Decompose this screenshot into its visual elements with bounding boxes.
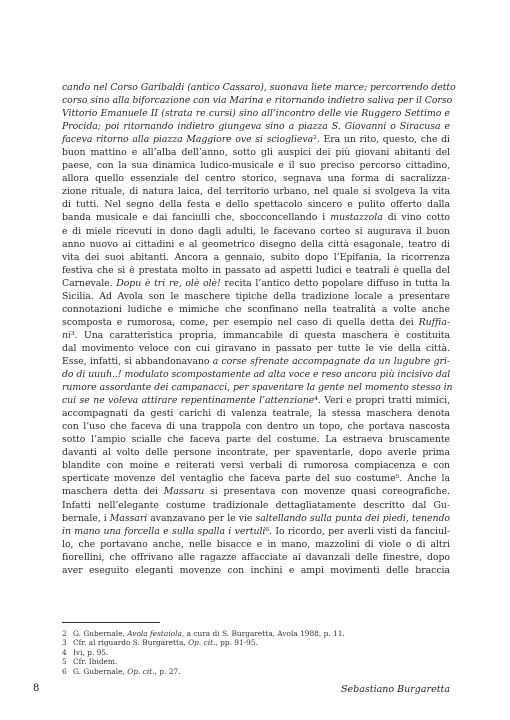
text-line bbox=[62, 185, 450, 198]
text-run: bernale, i bbox=[62, 512, 110, 524]
text-line bbox=[62, 225, 450, 238]
text-run: accompagnati da gesti carichi di valenza teatrale, la stessa maschera denota bbox=[62, 408, 450, 420]
text-run: Ivi, p. 95. bbox=[73, 647, 109, 657]
italic-text: Procida; poi ritornando indietro giungeva sino a piazza S. Giovanni o Siracusa e bbox=[62, 121, 450, 133]
text-run: paese, con la sua dinamica ludico-musicale e il suo preciso percorso cittadino, bbox=[62, 160, 450, 172]
text-line bbox=[62, 525, 450, 538]
italic-text: cui se ne voleva attirare repentinamente l’attenzione bbox=[62, 395, 315, 407]
text-run: lo, che portavano anche, nelle bisacce e in mano, mazzolini di viole o di altri bbox=[62, 538, 450, 550]
text-line bbox=[62, 472, 450, 485]
text-run: ³. Una caratteristica propria, immancabile di questa maschera è costituita bbox=[70, 329, 450, 341]
text-line bbox=[62, 512, 450, 525]
text-line bbox=[62, 316, 450, 329]
footnote bbox=[62, 648, 450, 657]
text-line bbox=[62, 133, 450, 146]
text-line bbox=[62, 485, 450, 498]
text-line bbox=[62, 368, 450, 381]
italic-text: in mano una forcella e sulla spalla i vertuli bbox=[62, 525, 266, 537]
text-run: connotazioni ludiche e mimiche che sconfinano nella teatralità a volte anche bbox=[62, 303, 450, 315]
footnote-number: 5 bbox=[62, 657, 67, 667]
text-line bbox=[62, 342, 450, 355]
body-text bbox=[62, 81, 456, 577]
italic-text: Massaru bbox=[163, 486, 205, 498]
text-line bbox=[62, 551, 450, 564]
text-line bbox=[62, 211, 450, 224]
text-line bbox=[62, 420, 450, 433]
text-run: e di miele ricevuti in dono dagli adulti, le facevano corteo si augurava il buon bbox=[62, 225, 450, 237]
text-run: dal movimento veloce con cui giravano in passato per tutte le vie della città. bbox=[62, 342, 450, 354]
text-line bbox=[62, 238, 450, 251]
text-line bbox=[62, 564, 450, 577]
italic-text: do di uuuh..! modulato scompostamente ad alta voce e reso ancora più incisivo dal bbox=[62, 369, 451, 381]
text-line bbox=[62, 120, 450, 133]
italic-text: Ruffia- bbox=[418, 316, 450, 328]
italic-text: Vittorio Emanuele II (strata re cursi) sino all’incontro delle vie Ruggero Settimo e bbox=[62, 108, 450, 120]
footnote bbox=[62, 667, 450, 676]
text-run: G. Gubernale, bbox=[73, 629, 128, 638]
text-line bbox=[62, 290, 450, 303]
text-run: fiorellini, che offrivano alle ragazze affacciate ai davanzali delle finestre, dopo bbox=[62, 551, 450, 563]
italic-text: a corse sfrenate accompagnate da un lugubre gri- bbox=[212, 355, 450, 367]
text-run: Infatti nell’elegante costume tradizionale dettagliatamente descritto dal Gu- bbox=[62, 499, 450, 511]
text-run: scomposta e rumorosa, come, per esempio nel caso di quella detta dei bbox=[62, 316, 419, 328]
text-run: ⁵. Anche la bbox=[395, 473, 450, 485]
italic-text: rumore assordante dei campanacci, per spaventare la gente nel momento stesso in bbox=[62, 382, 453, 394]
italic-text: Dopu è tri re, olè olè! bbox=[116, 277, 221, 289]
italic-text: Massari bbox=[109, 512, 148, 524]
text-line bbox=[62, 459, 450, 472]
running-footer-author: Sebastiano Burgaretta bbox=[341, 684, 450, 695]
text-run: davanti al volto delle persone incontrate, per spaventarle, dopo averle prima bbox=[62, 447, 450, 459]
text-line bbox=[62, 159, 450, 172]
italic-text: ni bbox=[62, 329, 71, 341]
text-line bbox=[62, 277, 450, 290]
text-run: Cfr. Ibidem. bbox=[73, 657, 118, 667]
text-line bbox=[62, 81, 456, 94]
text-run: Esse, infatti, si abbandonavano bbox=[62, 355, 213, 367]
text-line bbox=[62, 329, 450, 342]
text-run: di tutti. Nel segno della festa e dello spettacolo sincero e pulito offerto dalla bbox=[62, 199, 450, 211]
text-run: vita dei suoi abitanti. Ancora a gennaio, subito dopo l’Epifania, la ricorrenza bbox=[62, 251, 450, 263]
text-line bbox=[62, 107, 450, 120]
text-run: blandite con moine e reiterati versi verbali di rumorosa compiacenza e con bbox=[62, 460, 450, 472]
footnote-number: 2 bbox=[62, 629, 67, 638]
text-run: buon mattino e all’alba dell’anno, sotto gli auspici dei più giovani abitanti del bbox=[62, 147, 450, 159]
text-line bbox=[62, 172, 450, 185]
text-line bbox=[62, 251, 450, 264]
text-run: con l’uso che faceva di una trappola con dentro un topo, che portava nascosta bbox=[62, 421, 450, 433]
text-line bbox=[62, 433, 450, 446]
text-run: Cfr. al riguardo S. Burgaretta, bbox=[73, 638, 189, 648]
text-line bbox=[62, 355, 450, 368]
italic-text: Op. cit. bbox=[188, 638, 216, 648]
text-run: ² bbox=[313, 134, 317, 146]
text-run: allora quello essenziale del centro storico, segnava una forma di sacralizza- bbox=[62, 173, 450, 185]
italic-text: Avola festaiola bbox=[127, 629, 182, 638]
text-run: festiva che si è prestata molto in passato ad aspetti ludici e teatrali è quella del bbox=[62, 264, 450, 276]
text-line bbox=[62, 538, 450, 551]
text-run: avanzavano per le vie bbox=[147, 512, 256, 524]
text-run: anno nuovo ai cittadini e al geometrico disegno della città esagonale, teatro di bbox=[62, 238, 450, 250]
footnote-separator bbox=[62, 622, 160, 623]
footnote-number: 6 bbox=[62, 666, 67, 676]
page-number: 8 bbox=[33, 683, 40, 694]
italic-text: faceva ritorno alla piazza Maggiore ove si scioglieva bbox=[62, 134, 314, 146]
text-line bbox=[62, 303, 450, 316]
footnote-number: 4 bbox=[62, 647, 67, 657]
text-line bbox=[62, 146, 450, 159]
text-run: , p. 27. bbox=[154, 666, 181, 676]
text-line bbox=[62, 407, 450, 420]
footnote-number: 3 bbox=[62, 638, 67, 648]
text-run: recita l’antico detto popolare diffuso in tutta la bbox=[220, 277, 450, 289]
text-line bbox=[62, 264, 450, 277]
text-run: Carnevale. bbox=[62, 277, 117, 289]
italic-text: corso sino alla biforcazione con via Marina e ritornando indietro saliva per il Corso bbox=[62, 95, 453, 107]
text-line bbox=[62, 198, 450, 211]
text-run: sotto l’ampio scialle che faceva parte del costume. La estraeva bruscamente bbox=[62, 434, 450, 446]
text-line bbox=[62, 394, 450, 407]
text-run: ⁶. Io ricordo, per averli visti da fanciul- bbox=[265, 525, 451, 537]
text-line bbox=[62, 499, 450, 512]
text-line bbox=[62, 381, 453, 394]
text-run: , pp. 91-95. bbox=[215, 638, 258, 648]
text-run: si presentava con movenze quasi coreografiche. bbox=[204, 486, 450, 498]
text-run: di vino cotto bbox=[382, 212, 450, 224]
text-run: G. Gubernale, bbox=[73, 666, 128, 676]
text-run: sperticate movenze del ventaglio che faceva parte del suo costume bbox=[62, 473, 396, 485]
italic-text: saltellando sulla punta dei piedi, tenendo bbox=[255, 512, 450, 524]
text-line bbox=[62, 446, 450, 459]
italic-text: cando nel Corso Garibaldi (antico Cassaro), suonava liete marce; percorrendo detto bbox=[62, 82, 456, 93]
text-run: ⁴. Veri e propri tratti mimici, bbox=[314, 395, 450, 407]
footnotes bbox=[62, 629, 450, 676]
text-run: aver eseguito eleganti movenze con inchini e ampi movimenti delle braccia bbox=[62, 564, 450, 576]
footnote bbox=[62, 629, 450, 638]
text-run: . Era un rito, questo, che di bbox=[316, 134, 450, 146]
text-run: maschera detta dei bbox=[62, 486, 164, 498]
text-line bbox=[62, 94, 453, 107]
footnote bbox=[62, 638, 450, 647]
text-run: Sicilia. Ad Avola son le maschere tipiche della tradizione locale a presentare bbox=[62, 290, 450, 302]
italic-text: Op. cit. bbox=[127, 666, 155, 676]
text-run: banda musicale e dai fanciulli che, sbocconcellando i bbox=[62, 212, 331, 224]
text-run: zione rituale, di natura laica, del territorio urbano, nel quale si svolgeva la vita bbox=[62, 186, 450, 198]
footnote bbox=[62, 657, 450, 666]
text-run: , a cura di S. Burgaretta, Avola 1988, p. 11. bbox=[181, 629, 345, 638]
italic-text: mustazzola bbox=[330, 212, 383, 224]
